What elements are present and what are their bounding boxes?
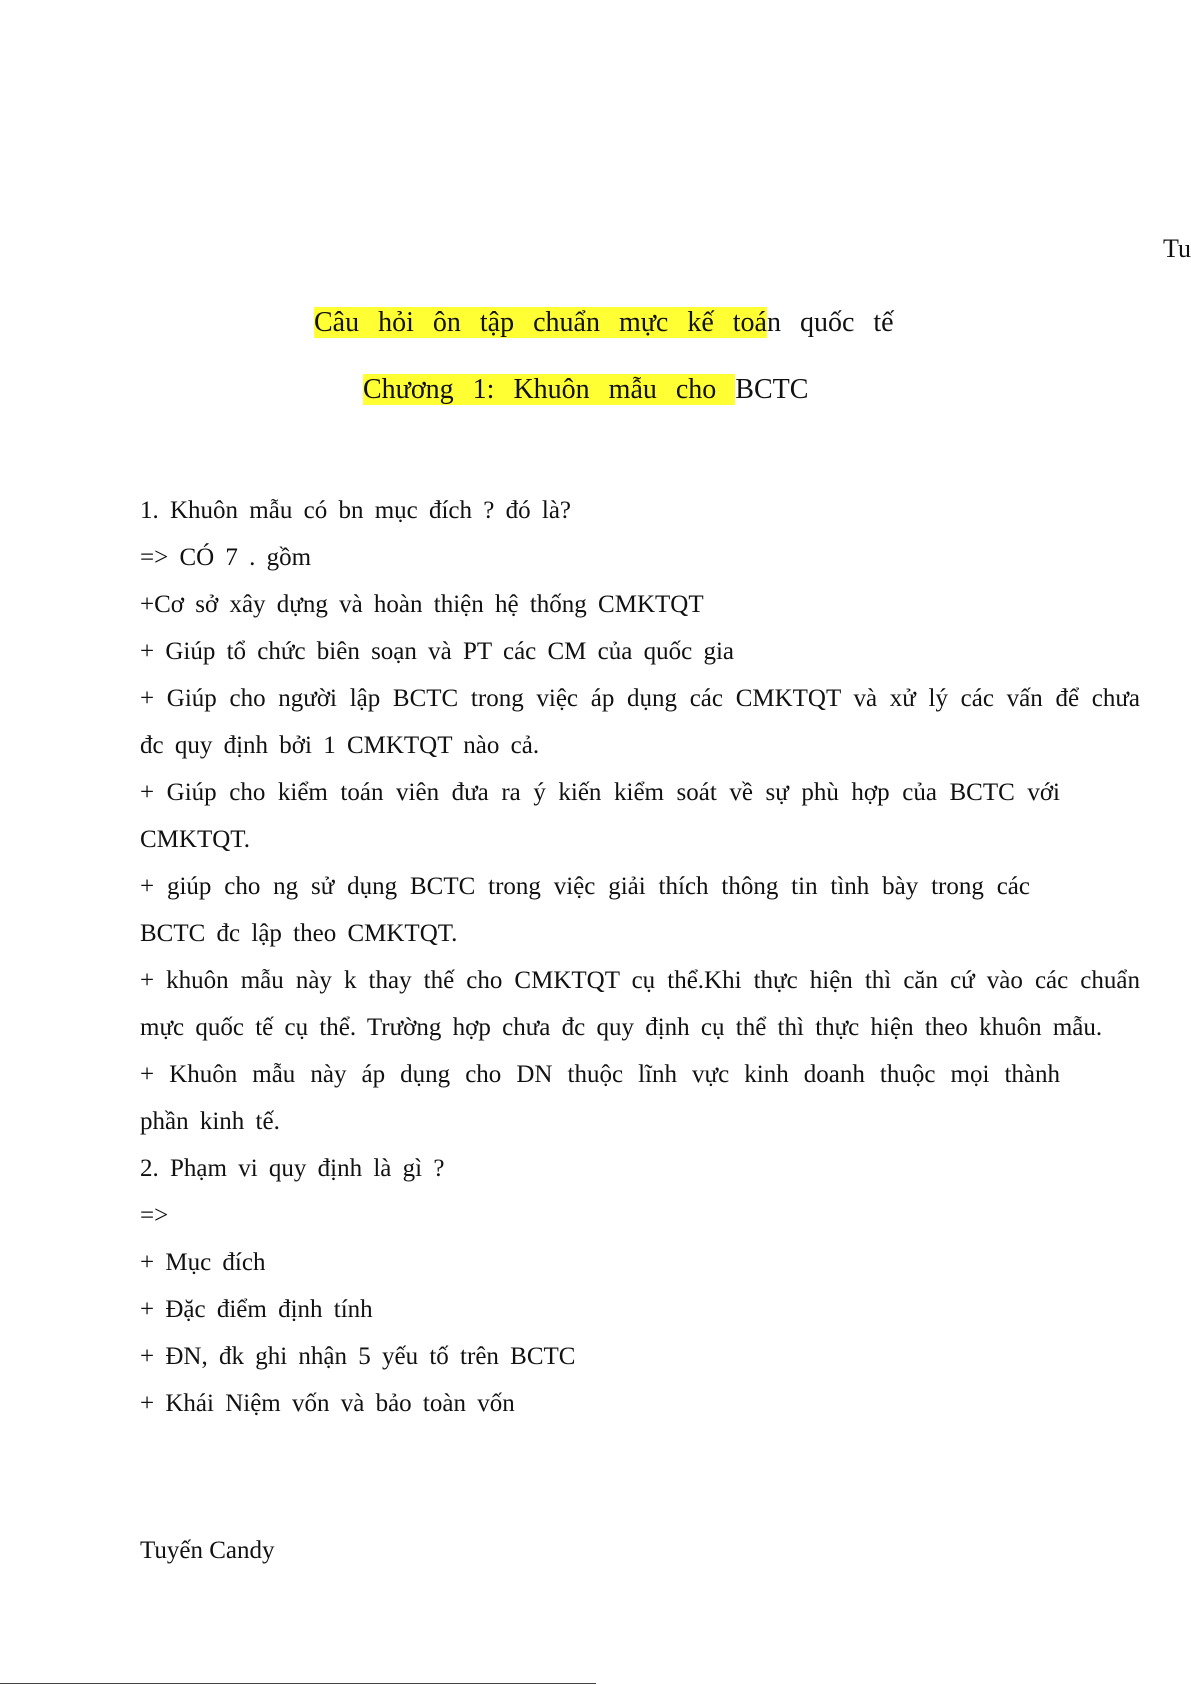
bullet-item: + Khuôn mẫu này áp dụng cho DN thuộc lĩnh vực kinh doanh thuộc mọi thành phần kinh tế. (140, 1061, 1060, 1135)
footer-divider (0, 1683, 596, 1684)
document-body (140, 487, 1140, 1427)
chapter-heading (363, 371, 808, 409)
chapter-rest-text: BCTC (735, 374, 809, 405)
bullet-item: +Cơ sở xây dựng và hoàn thiện hệ thống CMKTQT (140, 591, 704, 618)
bullet-item: + khuôn mẫu này k thay thế cho CMKTQT cụ thể.Khi thực hiện thì căn cứ vào các chuẩn mực quốc tế cụ thể. Trường hợp chưa đc quy định cụ thể thì thực hiện theo khuôn mẫu. (140, 967, 1140, 1041)
bullet-item: + Giúp cho kiểm toán viên đưa ra ý kiến kiểm soát về sự phù hợp của BCTC với CMKTQT. (140, 779, 1060, 853)
question-heading: 1. Khuôn mẫu có bn mục đích ? đó là? (140, 497, 572, 524)
author-signature: Tuyến Candy (140, 1537, 275, 1564)
answer-intro: => (140, 1202, 169, 1229)
answer-intro: => CÓ 7 . gồm (140, 544, 312, 571)
title-rest-text: n quốc tế (766, 307, 894, 338)
question-heading: 2. Phạm vi quy định là gì ? (140, 1155, 445, 1182)
bullet-item: + Giúp cho người lập BCTC trong việc áp dụng các CMKTQT và xử lý các vấn để chưa đc quy định bởi 1 CMKTQT nào cả. (140, 685, 1140, 759)
bullet-item: + Khái Niệm vốn và bảo toàn vốn (140, 1390, 515, 1417)
bullet-item: + Đặc điểm định tính (140, 1296, 373, 1323)
bullet-item: + giúp cho ng sử dụng BCTC trong việc giải thích thông tin tình bày trong các BCTC đc lập theo CMKTQT. (140, 873, 1030, 947)
bullet-item: + Giúp tổ chức biên soạn và PT các CM của quốc gia (140, 638, 734, 665)
bullet-item: + Mục đích (140, 1249, 266, 1276)
title-highlighted-text: Câu hỏi ôn tập chuẩn mực kế toá (314, 307, 767, 338)
chapter-highlighted-text: Chương 1: Khuôn mẫu cho (363, 374, 736, 405)
page-title (314, 304, 894, 342)
header-fragment: Tu (1163, 234, 1191, 263)
bullet-item: + ĐN, đk ghi nhận 5 yếu tố trên BCTC (140, 1343, 576, 1370)
